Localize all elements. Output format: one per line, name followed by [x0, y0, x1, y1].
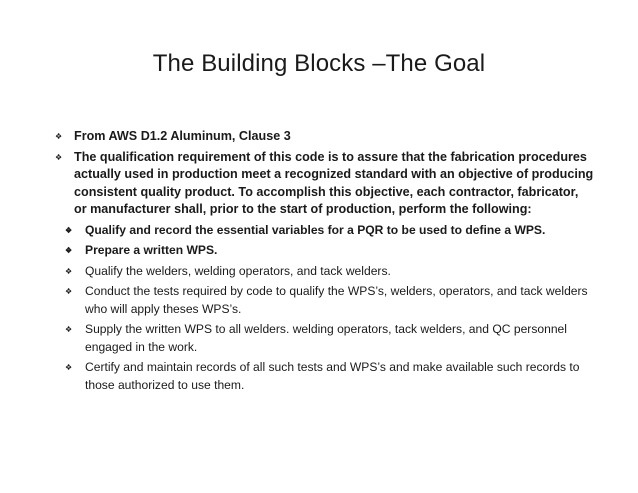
- sub-bullet-text: Prepare a written WPS.: [85, 243, 218, 257]
- sub-bullet-item: [54, 321, 594, 356]
- bullet-text: The qualification requirement of this code is to assure that the fabrication procedures actually used in production meet a recognized standard with an objective of producing consistent quality product. To accomplish this objective, each contractor, fabricator, or manufacturer shall, prior to the start of production, perform the following:: [74, 149, 594, 216]
- sub-bullet-text: Conduct the tests required by code to qualify the WPS’s, welders, operators, and tack welders who will apply theses WPS’s.: [85, 284, 588, 316]
- bullet-text: From AWS D1.2 Aluminum, Clause 3: [74, 129, 291, 143]
- bullet-item: [54, 128, 594, 146]
- diamond-bullet-icon: ❖: [65, 246, 73, 255]
- diamond-bullet-icon: ❖: [65, 325, 73, 334]
- sub-bullet-text: Supply the written WPS to all welders. welding operators, tack welders, and QC personnel engaged in the work.: [85, 322, 567, 354]
- diamond-bullet-icon: ❖: [55, 132, 63, 141]
- sub-bullet-item: [54, 242, 594, 260]
- diamond-bullet-icon: ❖: [55, 152, 63, 162]
- slide-title: The Building Blocks –The Goal: [152, 50, 486, 77]
- sub-bullet-text: Certify and maintain records of all such tests and WPS’s and make available such records to those authorized to use them.: [85, 360, 580, 392]
- sub-bullet-item: [54, 283, 594, 318]
- sub-bullet-item: [54, 359, 594, 394]
- sub-bullet-item: [54, 263, 594, 281]
- sub-bullet-item: [54, 222, 594, 240]
- bullet-list: [54, 128, 594, 397]
- diamond-bullet-icon: ❖: [65, 225, 73, 235]
- diamond-bullet-icon: ❖: [65, 363, 73, 372]
- sub-bullet-text: Qualify and record the essential variables for a PQR to be used to define a WPS.: [85, 222, 546, 237]
- sub-bullet-text: Qualify the welders, welding operators, and tack welders.: [85, 263, 391, 278]
- diamond-bullet-icon: ❖: [65, 287, 73, 296]
- bullet-item: [54, 149, 594, 219]
- diamond-bullet-icon: ❖: [65, 266, 73, 276]
